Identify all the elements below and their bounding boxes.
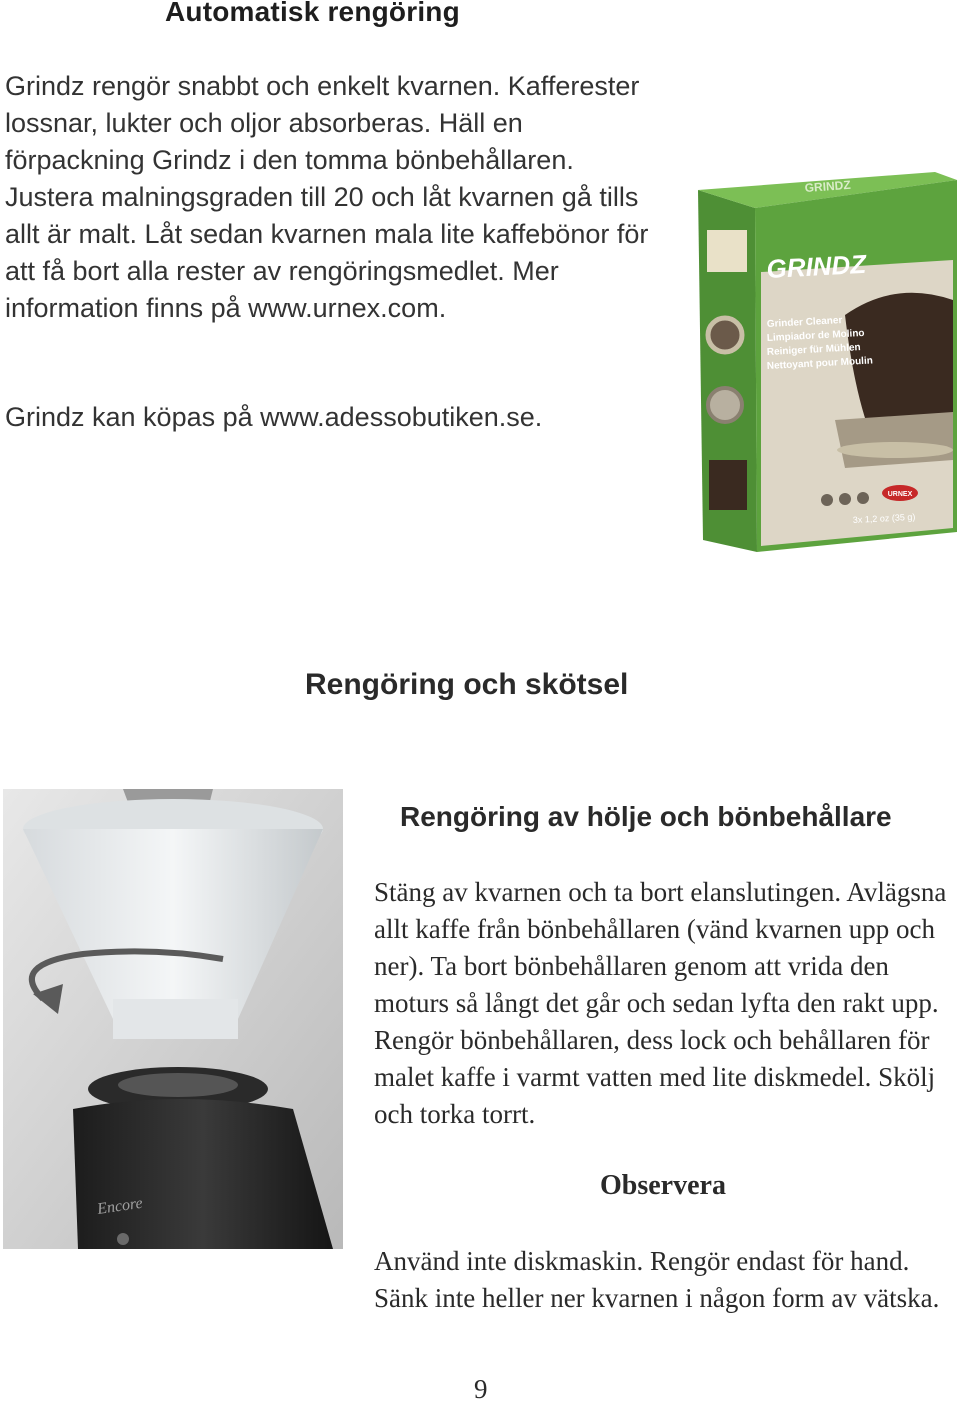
side-photo-grounds [709,460,747,510]
grindz-product-box-image [695,160,960,555]
heading-housing-and-hopper-cleaning: Rengöring av hölje och bönbehållare [400,801,892,832]
heading-note: Observera [600,1170,726,1201]
box-desc-2: Limpiador de Molino [766,327,865,344]
page-number: 9 [474,1374,488,1404]
heading-automatic-cleaning: Automatisk rengöring [165,0,460,27]
urnex-badge-text: URNEX [887,491,913,498]
grinder-collar-graphic [835,412,953,468]
box-icon-2 [839,493,851,505]
grinder-dial-graphic [837,442,953,458]
grinder-button [117,1233,129,1245]
box-desc-3: Reiniger für Mühlen [766,342,861,358]
box-brand-logo: GRINDZ [765,248,867,284]
grindz-purchase-line: Grindz kan köpas på www.adessobutiken.se. [5,402,543,432]
grindz-instructions-paragraph: Grindz rengör snabbt och enkelt kvarnen. Kafferester lossnar, lukter och oljor absorberas. Häll en förpackning Grindz i den tomma bönbehållaren. Justera malningsgraden till 20 och låt kvarnen gå tills allt är malt. Låt sedan kvarnen mala lite kaffebönor för att få bort alla rester av rengöringsmedlet. Mer information finns på www.urnex.com. [5,71,649,323]
box-icon-3 [857,492,869,504]
grinder-burr-opening [118,1073,238,1097]
box-desc-4: Nettoyant pour Moulin [766,355,874,372]
box-desc-1: Grinder Cleaner [766,315,843,330]
box-quantity: 3x 1,2 oz (35 g) [852,511,916,525]
note-paragraph: Använd inte diskmaskin. Rengör endast för hand. Sänk inte heller ner kvarnen i någon form av vätska. [374,1246,940,1313]
grinder-model-logo: Encore [96,1194,144,1218]
top-flap-brand: GRINDZ [804,177,852,195]
grinder-body [73,1099,333,1249]
side-photo-beans [707,230,747,272]
heading-cleaning-and-care: Rengöring och skötsel [305,668,629,701]
hopper-neck [113,999,238,1039]
box-icon-1 [821,494,833,506]
housing-cleaning-paragraph: Stäng av kvarnen och ta bort elanslutingen. Avlägsna allt kaffe från bönbehållaren (vänd kvarnen upp och ner). Ta bort bönbehållaren genom att vrida den moturs så långt det går och sedan lyfta den rakt upp. Rengör bönbehållaren, dess lock och behållaren för malet kaffe i varmt vatten med lite diskmedel. Skölj och torka torrt. [374,877,947,1129]
side-photo-burr [708,318,742,352]
side-photo-ring [708,388,742,422]
grinder-hopper-removal-photo [3,789,343,1249]
